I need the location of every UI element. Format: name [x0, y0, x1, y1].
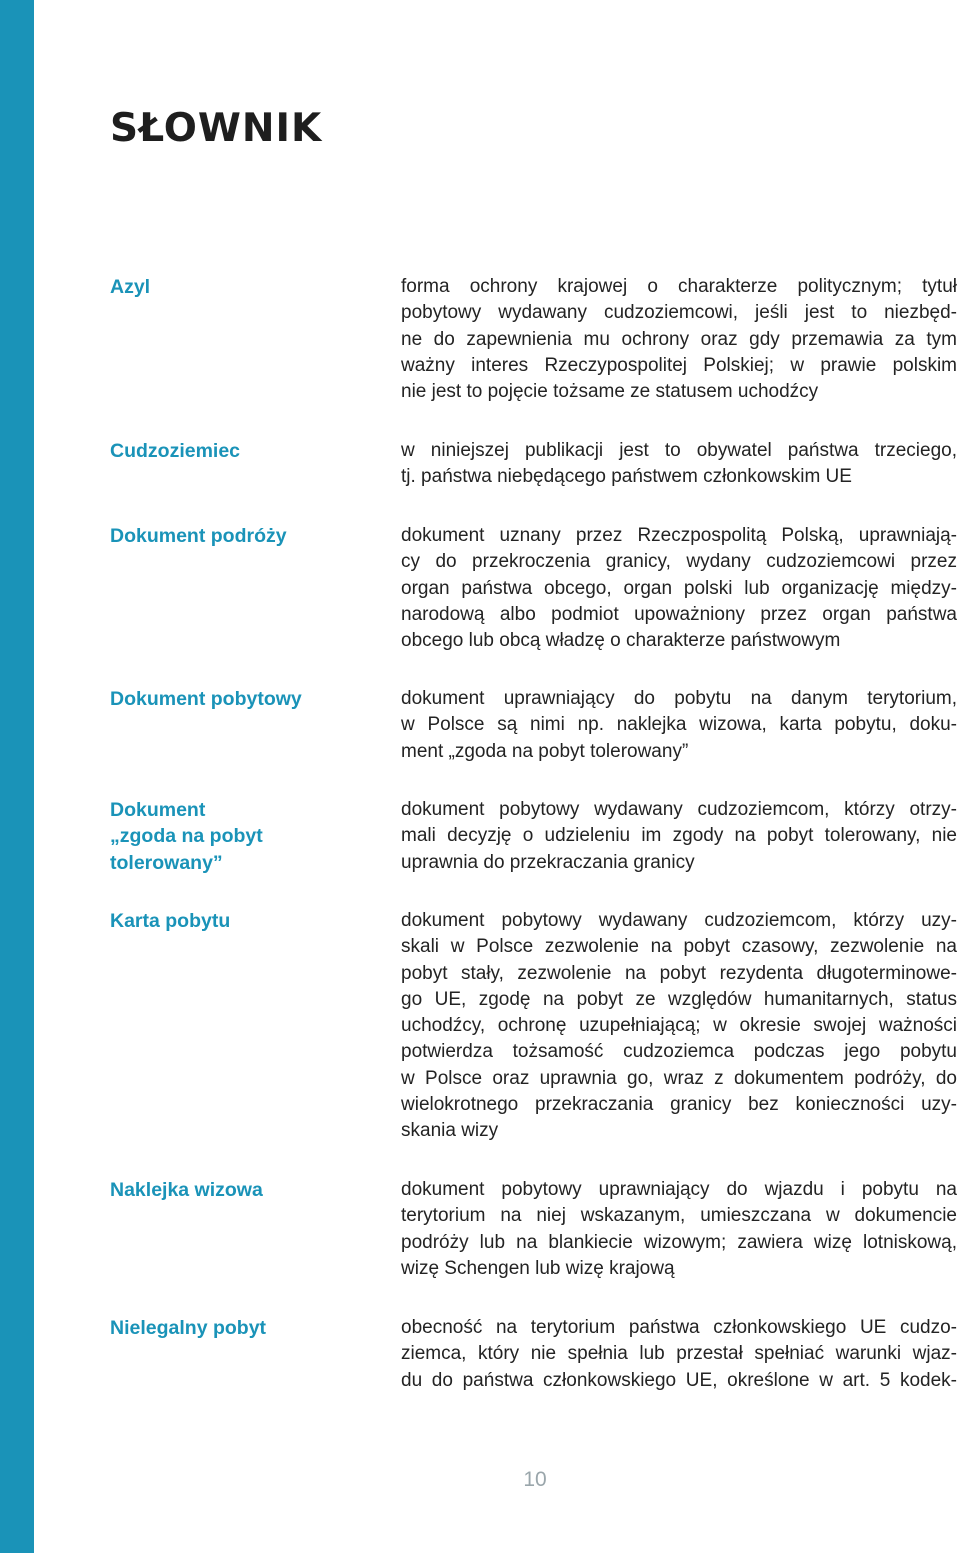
definition-line: uprawnia do przekraczania granicy: [401, 851, 695, 873]
definition-line: ne do zapewnienia mu ochrony oraz gdy przemawia za tym: [401, 328, 957, 350]
glossary-definition: [401, 1177, 957, 1282]
definition-line: tj. państwa niebędącego państwem członkowskim UE: [401, 466, 852, 488]
definition-line: obcego lub obcą władzę o charakterze państwowym: [401, 630, 841, 652]
definition-line: uchodźcy, ochronę uzupełniającą; w okresie swojej ważności: [401, 1015, 957, 1037]
glossary-definition: [401, 908, 957, 1145]
definition-line: wizę Schengen lub wizę krajową: [401, 1257, 675, 1279]
glossary-definition: [401, 797, 957, 876]
page-title: SŁOWNIK: [110, 106, 323, 151]
glossary-definition: [401, 1315, 957, 1394]
glossary-definition: [401, 523, 957, 654]
definition-line: dokument uznany przez Rzeczpospolitą Polską, uprawniają-: [401, 525, 957, 546]
definition-line: wielokrotnego przekraczania granicy bez konieczności uzy-: [401, 1094, 957, 1116]
definition-line: go UE, zgodę na pobyt ze względów humanitarnych, status: [401, 988, 957, 1010]
definition-line: skania wizy: [401, 1120, 499, 1142]
glossary-term: Karta pobytu: [110, 910, 231, 932]
definition-line: ziemca, który nie spełnia lub przestał spełniać warunki wjaz-: [401, 1343, 957, 1365]
definition-line: w Polsce oraz uprawnia go, wraz z dokumentem podróży, do: [401, 1067, 957, 1089]
definition-line: pobyt stały, zezwolenie na pobyt rezydenta długoterminowe-: [401, 962, 957, 984]
definition-line: skali w Polsce zezwolenie na pobyt czasowy, zezwolenie na: [401, 936, 957, 958]
glossary-term: Cudzoziemiec: [110, 440, 241, 462]
glossary-definition: [401, 438, 957, 491]
definition-line: mali decyzję o udzieleniu im zgody na pobyt tolerowany, nie: [401, 825, 957, 847]
definition-line: forma ochrony krajowej o charakterze politycznym; tytuł: [401, 276, 957, 297]
definition-line: organ państwa obcego, organ polski lub organizację między-: [401, 577, 957, 599]
definition-line: dokument pobytowy wydawany cudzoziemcom, którzy otrzy-: [401, 799, 957, 820]
definition-line: dokument pobytowy uprawniający do wjazdu i pobytu na: [401, 1179, 957, 1200]
definition-line: podróży lub na blankiecie wizowym; zawiera wizę lotniskową,: [401, 1231, 957, 1253]
definition-line: ment „zgoda na pobyt tolerowany”: [401, 740, 689, 762]
definition-line: nie jest to pojęcie tożsame ze statusem uchodźcy: [401, 381, 819, 403]
side-accent-bar: [0, 0, 34, 1553]
definition-line: terytorium na niej wskazanym, umieszczana w dokumencie: [401, 1205, 957, 1227]
glossary-term: Azyl: [110, 276, 151, 298]
definition-line: ważny interes Rzeczypospolitej Polskiej; w prawie polskim: [401, 354, 957, 376]
definition-line: du do państwa członkowskiego UE, określone w art. 5 kodek-: [401, 1369, 957, 1391]
definition-line: dokument uprawniający do pobytu na danym terytorium,: [401, 688, 957, 709]
definition-line: obecność na terytorium państwa członkowskiego UE cudzo-: [401, 1317, 957, 1338]
glossary-term: Naklejka wizowa: [110, 1179, 263, 1201]
definition-line: w niniejszej publikacji jest to obywatel państwa trzeciego,: [401, 440, 957, 461]
page-number: 10: [523, 1468, 547, 1491]
glossary-definition: [401, 686, 957, 765]
glossary-term: Dokument pobytowy: [110, 688, 302, 710]
definition-line: cy do przekroczenia granicy, wydany cudzoziemcowi przez: [401, 551, 957, 573]
glossary-term: Dokument podróży: [110, 525, 287, 547]
definition-line: w Polsce są nimi np. naklejka wizowa, karta pobytu, doku-: [401, 714, 957, 736]
definition-line: potwierdza tożsamość cudzoziemca podczas jego pobytu: [401, 1041, 957, 1063]
glossary-definition: [401, 274, 957, 405]
glossary-term: Dokument „zgoda na pobyt tolerowany”: [110, 799, 263, 874]
glossary-term: Nielegalny pobyt: [110, 1317, 267, 1339]
definition-line: pobytowy wydawany cudzoziemcowi, jeśli jest to niezbęd-: [401, 302, 957, 324]
definition-line: narodową albo podmiot upoważniony przez organ państwa: [401, 603, 957, 625]
definition-line: dokument pobytowy wydawany cudzoziemcom, którzy uzy-: [401, 910, 957, 931]
